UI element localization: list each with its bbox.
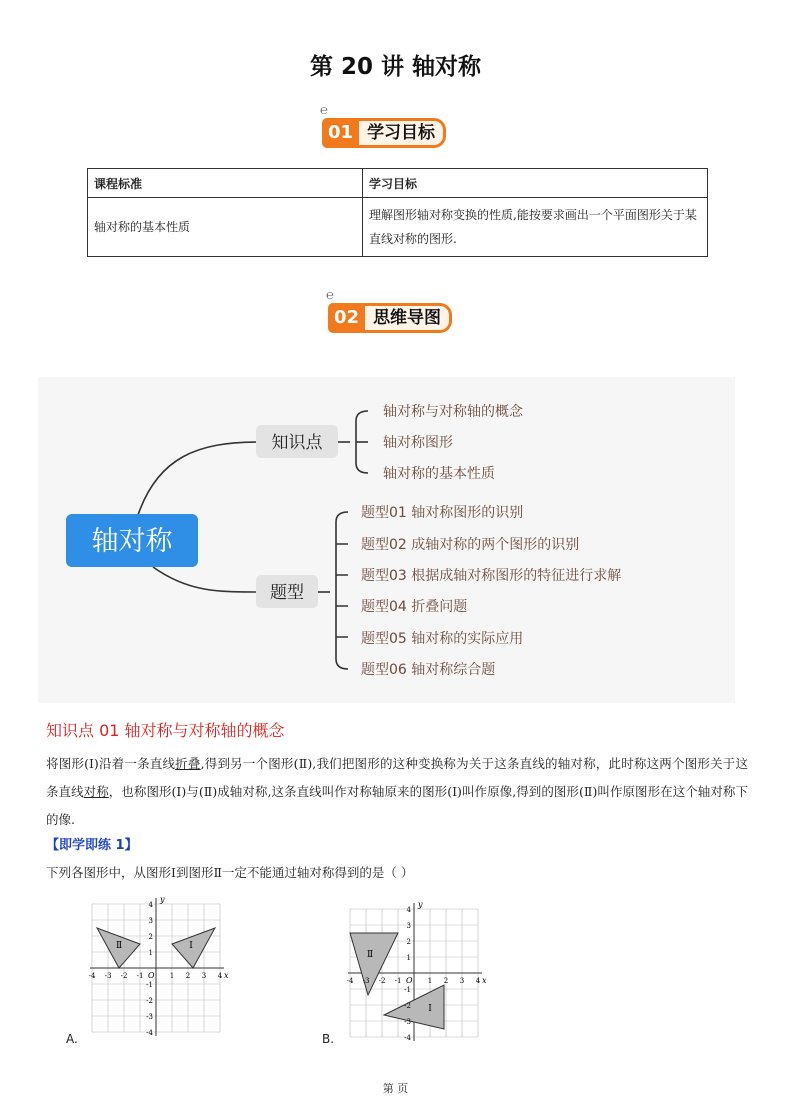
axis-label-y: y <box>160 895 165 904</box>
origin-label: O <box>148 971 155 980</box>
tick: 1 <box>148 949 153 957</box>
mind-map-canvas <box>38 377 735 703</box>
tick: -4 <box>88 972 96 980</box>
tick: -1 <box>404 986 411 994</box>
term-fold: 折叠 <box>175 756 201 771</box>
tick: -4 <box>346 977 354 985</box>
tick: 3 <box>406 922 411 930</box>
tick: 3 <box>201 972 207 980</box>
term-symmetric: 对称 <box>83 784 109 799</box>
tick: -1 <box>394 977 402 985</box>
y-ticks <box>146 901 153 1037</box>
table-header-goal: 学习目标 <box>363 169 708 198</box>
table-row <box>88 198 708 257</box>
curl-icon: ℮ <box>320 103 328 118</box>
para-text: ，也称图形(I)与(Ⅱ)成轴对称,这条直线叫作对称轴原来的图形(I)叫作原像,得到的图形(Ⅱ)叫作原图形在这个轴对称下的像. <box>46 784 748 827</box>
types-bracket <box>336 512 348 669</box>
tick: 1 <box>406 954 411 962</box>
table-cell-goal: 理解图形轴对称变换的性质,能按要求画出一个平面图形关于某直线对称的图形. <box>363 198 708 257</box>
para-text: 将图形(I)沿着一条直线 <box>46 756 176 771</box>
practice-label: 【即学即练 1】 <box>46 838 138 853</box>
knowledge-paragraph <box>46 750 748 834</box>
figure-b <box>318 895 508 1047</box>
knowledge-item: 轴对称的基本性质 <box>383 466 495 482</box>
figure-a <box>60 895 250 1047</box>
section-number: 01 <box>322 118 359 148</box>
standards-table <box>87 168 708 257</box>
knowledge-item: 轴对称与对称轴的概念 <box>383 404 523 420</box>
curl-icon: ℮ <box>326 288 334 303</box>
shape-label-two: Ⅱ <box>115 941 123 951</box>
tick: -2 <box>146 997 153 1005</box>
tick: -1 <box>136 972 144 980</box>
tick: 4 <box>148 901 153 909</box>
tick: 1 <box>427 977 433 985</box>
tick: -3 <box>362 977 370 985</box>
axis-label-x: x <box>482 976 487 985</box>
tick: -1 <box>146 981 153 989</box>
tick: 3 <box>459 977 465 985</box>
para-text: ,得到另一个图形(Ⅱ),我们把图形的这种变换称为关于这条直线的轴对称，此时称这两个图形关于这条直线 <box>46 756 748 799</box>
table-header-standard: 课程标准 <box>88 169 363 198</box>
tick: 2 <box>443 977 449 985</box>
tick: -3 <box>146 1013 153 1021</box>
section-label: 学习目标 <box>359 118 446 148</box>
question-text: 下列各图形中，从图形Ⅰ到图形Ⅱ一定不能通过轴对称得到的是（ ） <box>46 865 414 880</box>
knowledge-label: 知识点 <box>271 433 323 453</box>
shape-label-one: Ⅰ <box>189 941 193 951</box>
shape-two <box>350 933 398 995</box>
types-item: 题型05 轴对称的实际应用 <box>361 631 524 647</box>
table-header-row <box>88 169 708 198</box>
root-label: 轴对称 <box>91 526 173 557</box>
types-item: 题型01 轴对称图形的识别 <box>361 505 524 521</box>
types-item: 题型02 成轴对称的两个图形的识别 <box>361 537 580 553</box>
option-a[interactable]: A. <box>66 1032 78 1046</box>
page-footer: 第 页 <box>382 1082 409 1095</box>
types-item: 题型06 轴对称综合题 <box>361 662 496 678</box>
tick: 4 <box>475 977 481 985</box>
knowledge-point-heading: 知识点 01 轴对称与对称轴的概念 <box>46 721 285 740</box>
option-b[interactable]: B. <box>322 1032 335 1046</box>
types-label: 题型 <box>270 583 304 603</box>
table-cell-standard: 轴对称的基本性质 <box>88 198 363 257</box>
shape-label-one: Ⅰ <box>428 1004 432 1014</box>
tick: -2 <box>378 977 386 985</box>
tick: 2 <box>406 938 411 946</box>
tick: 2 <box>148 933 153 941</box>
types-item: 题型04 折叠问题 <box>361 599 468 615</box>
section-label: 思维导图 <box>365 303 452 333</box>
tick: -3 <box>104 972 112 980</box>
connector-knowledge <box>138 442 258 515</box>
tick: -4 <box>404 1034 411 1042</box>
page-title: 第 20 讲 轴对称 <box>309 54 482 80</box>
tick: 1 <box>169 972 175 980</box>
tick: -3 <box>404 1018 411 1026</box>
shape-label-two: Ⅱ <box>366 950 374 960</box>
axis-label-x: x <box>224 971 229 980</box>
section-number: 02 <box>328 303 365 333</box>
axis-label-y: y <box>418 900 423 909</box>
types-bracket-ticks <box>336 544 348 637</box>
section-badge-goals <box>320 103 446 150</box>
tick: 3 <box>148 917 153 925</box>
shape-one <box>172 928 215 968</box>
tick: -2 <box>120 972 128 980</box>
mind-map <box>38 377 735 703</box>
tick: 2 <box>185 972 191 980</box>
tick: 4 <box>406 906 411 914</box>
origin-label: O <box>406 976 413 985</box>
tick: -4 <box>146 1029 153 1037</box>
section-badge-mindmap <box>326 288 452 335</box>
connector-types <box>153 567 258 592</box>
types-item: 题型03 根据成轴对称图形的特征进行求解 <box>361 568 622 584</box>
tick: 4 <box>217 972 223 980</box>
y-ticks <box>404 906 411 1042</box>
knowledge-item: 轴对称图形 <box>383 435 453 451</box>
tick: -2 <box>404 1002 411 1010</box>
